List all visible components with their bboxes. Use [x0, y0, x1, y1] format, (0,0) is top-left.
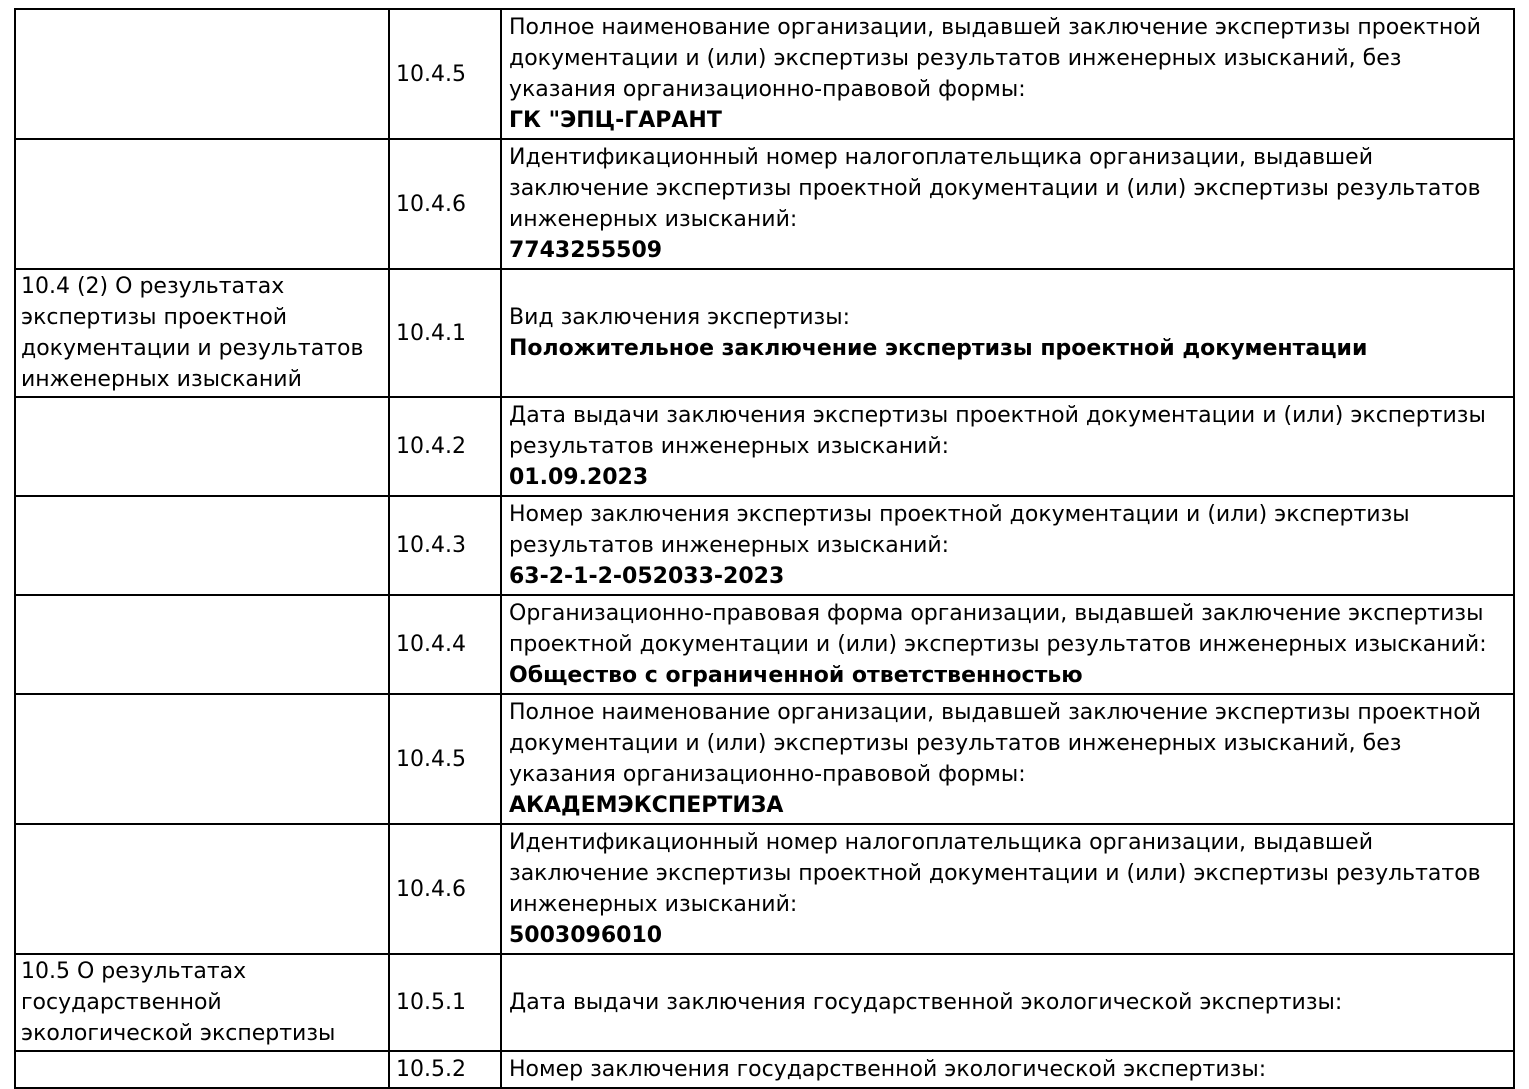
item-number-cell — [389, 496, 501, 595]
item-number-cell — [389, 1051, 501, 1088]
field-cell — [501, 694, 1514, 824]
item-number: 10.4.6 — [396, 876, 466, 902]
field-label: Номер заключения экспертизы проектной документации и (или) экспертизы результатов инженерных изысканий: — [509, 502, 1410, 558]
item-number: 10.5.1 — [396, 990, 466, 1015]
table-row — [15, 954, 1514, 1051]
table-row — [15, 496, 1514, 595]
table-row — [15, 824, 1514, 954]
item-number-cell — [389, 397, 501, 496]
field-cell — [501, 397, 1514, 496]
item-number: 10.4.2 — [396, 434, 466, 459]
field-value: Положительное заключение экспертизы проектной документации — [509, 336, 1368, 361]
field-cell — [501, 139, 1514, 269]
field-cell — [501, 269, 1514, 397]
field-label: Дата выдачи заключения экспертизы проектной документации и (или) экспертизы результатов инженерных изысканий: — [509, 403, 1486, 459]
item-number-cell — [389, 595, 501, 694]
field-label: Организационно-правовая форма организации, выдавшей заключение экспертизы проектной документации и (или) экспертизы результатов инженерных изысканий: — [509, 601, 1487, 657]
section-name-cell — [15, 139, 389, 269]
section-name-cell — [15, 9, 389, 139]
item-number-cell — [389, 694, 501, 824]
project-declaration-table — [14, 8, 1515, 1089]
field-label: Идентификационный номер налогоплательщика организации, выдавшей заключение экспертизы проектной документации и (или) экспертизы результатов инженерных изысканий: — [509, 830, 1481, 917]
field-label: Вид заключения экспертизы: — [509, 305, 851, 330]
item-number: 10.4.6 — [396, 191, 466, 217]
field-value: 5003096010 — [509, 923, 663, 948]
table-row — [15, 595, 1514, 694]
section-name-cell — [15, 824, 389, 954]
field-cell — [501, 595, 1514, 694]
section-name-cell — [15, 954, 389, 1051]
item-number-cell — [389, 824, 501, 954]
field-cell — [501, 1051, 1514, 1088]
field-label: Полное наименование организации, выдавшей заключение экспертизы проектной документации и (или) экспертизы результатов инженерных изысканий, без указания организационно-правовой формы: — [509, 15, 1481, 102]
section-name-cell — [15, 397, 389, 496]
section-name-cell — [15, 1051, 389, 1088]
item-number-cell — [389, 139, 501, 269]
section-name: 10.5 О результатах государственной экологической экспертизы — [21, 959, 336, 1046]
item-number-cell — [389, 9, 501, 139]
section-name-cell — [15, 496, 389, 595]
section-name-cell — [15, 595, 389, 694]
item-number: 10.4.5 — [396, 61, 466, 87]
section-name-cell — [15, 269, 389, 397]
table-row — [15, 397, 1514, 496]
item-number: 10.4.1 — [396, 320, 466, 346]
field-value: ГК "ЭПЦ-ГАРАНТ — [509, 108, 722, 133]
table-body — [15, 9, 1514, 1088]
item-number-cell — [389, 269, 501, 397]
section-name-cell — [15, 694, 389, 824]
field-label: Номер заключения государственной экологической экспертизы: — [509, 1057, 1267, 1082]
table-row — [15, 1051, 1514, 1088]
field-value: Общество с ограниченной ответственностью — [509, 663, 1083, 688]
field-label: Полное наименование организации, выдавшей заключение экспертизы проектной документации и (или) экспертизы результатов инженерных изысканий, без указания организационно-правовой формы: — [509, 700, 1481, 787]
table-row — [15, 694, 1514, 824]
field-label: Дата выдачи заключения государственной экологической экспертизы: — [509, 990, 1343, 1015]
item-number: 10.4.4 — [396, 632, 466, 657]
item-number: 10.4.3 — [396, 533, 466, 558]
field-value: 63-2-1-2-052033-2023 — [509, 564, 785, 589]
field-value: АКАДЕМЭКСПЕРТИЗА — [509, 793, 784, 818]
table-row — [15, 269, 1514, 397]
field-cell — [501, 496, 1514, 595]
field-label: Идентификационный номер налогоплательщика организации, выдавшей заключение экспертизы проектной документации и (или) экспертизы результатов инженерных изысканий: — [509, 145, 1481, 232]
field-value: 7743255509 — [509, 238, 663, 263]
table-row — [15, 139, 1514, 269]
field-value: 01.09.2023 — [509, 465, 649, 490]
item-number-cell — [389, 954, 501, 1051]
item-number: 10.4.5 — [396, 746, 466, 772]
field-cell — [501, 954, 1514, 1051]
item-number: 10.5.2 — [396, 1057, 466, 1082]
table-row — [15, 9, 1514, 139]
section-name: 10.4 (2) О результатах экспертизы проектной документации и результатов инженерных изысканий — [21, 274, 364, 392]
field-cell — [501, 9, 1514, 139]
field-cell — [501, 824, 1514, 954]
